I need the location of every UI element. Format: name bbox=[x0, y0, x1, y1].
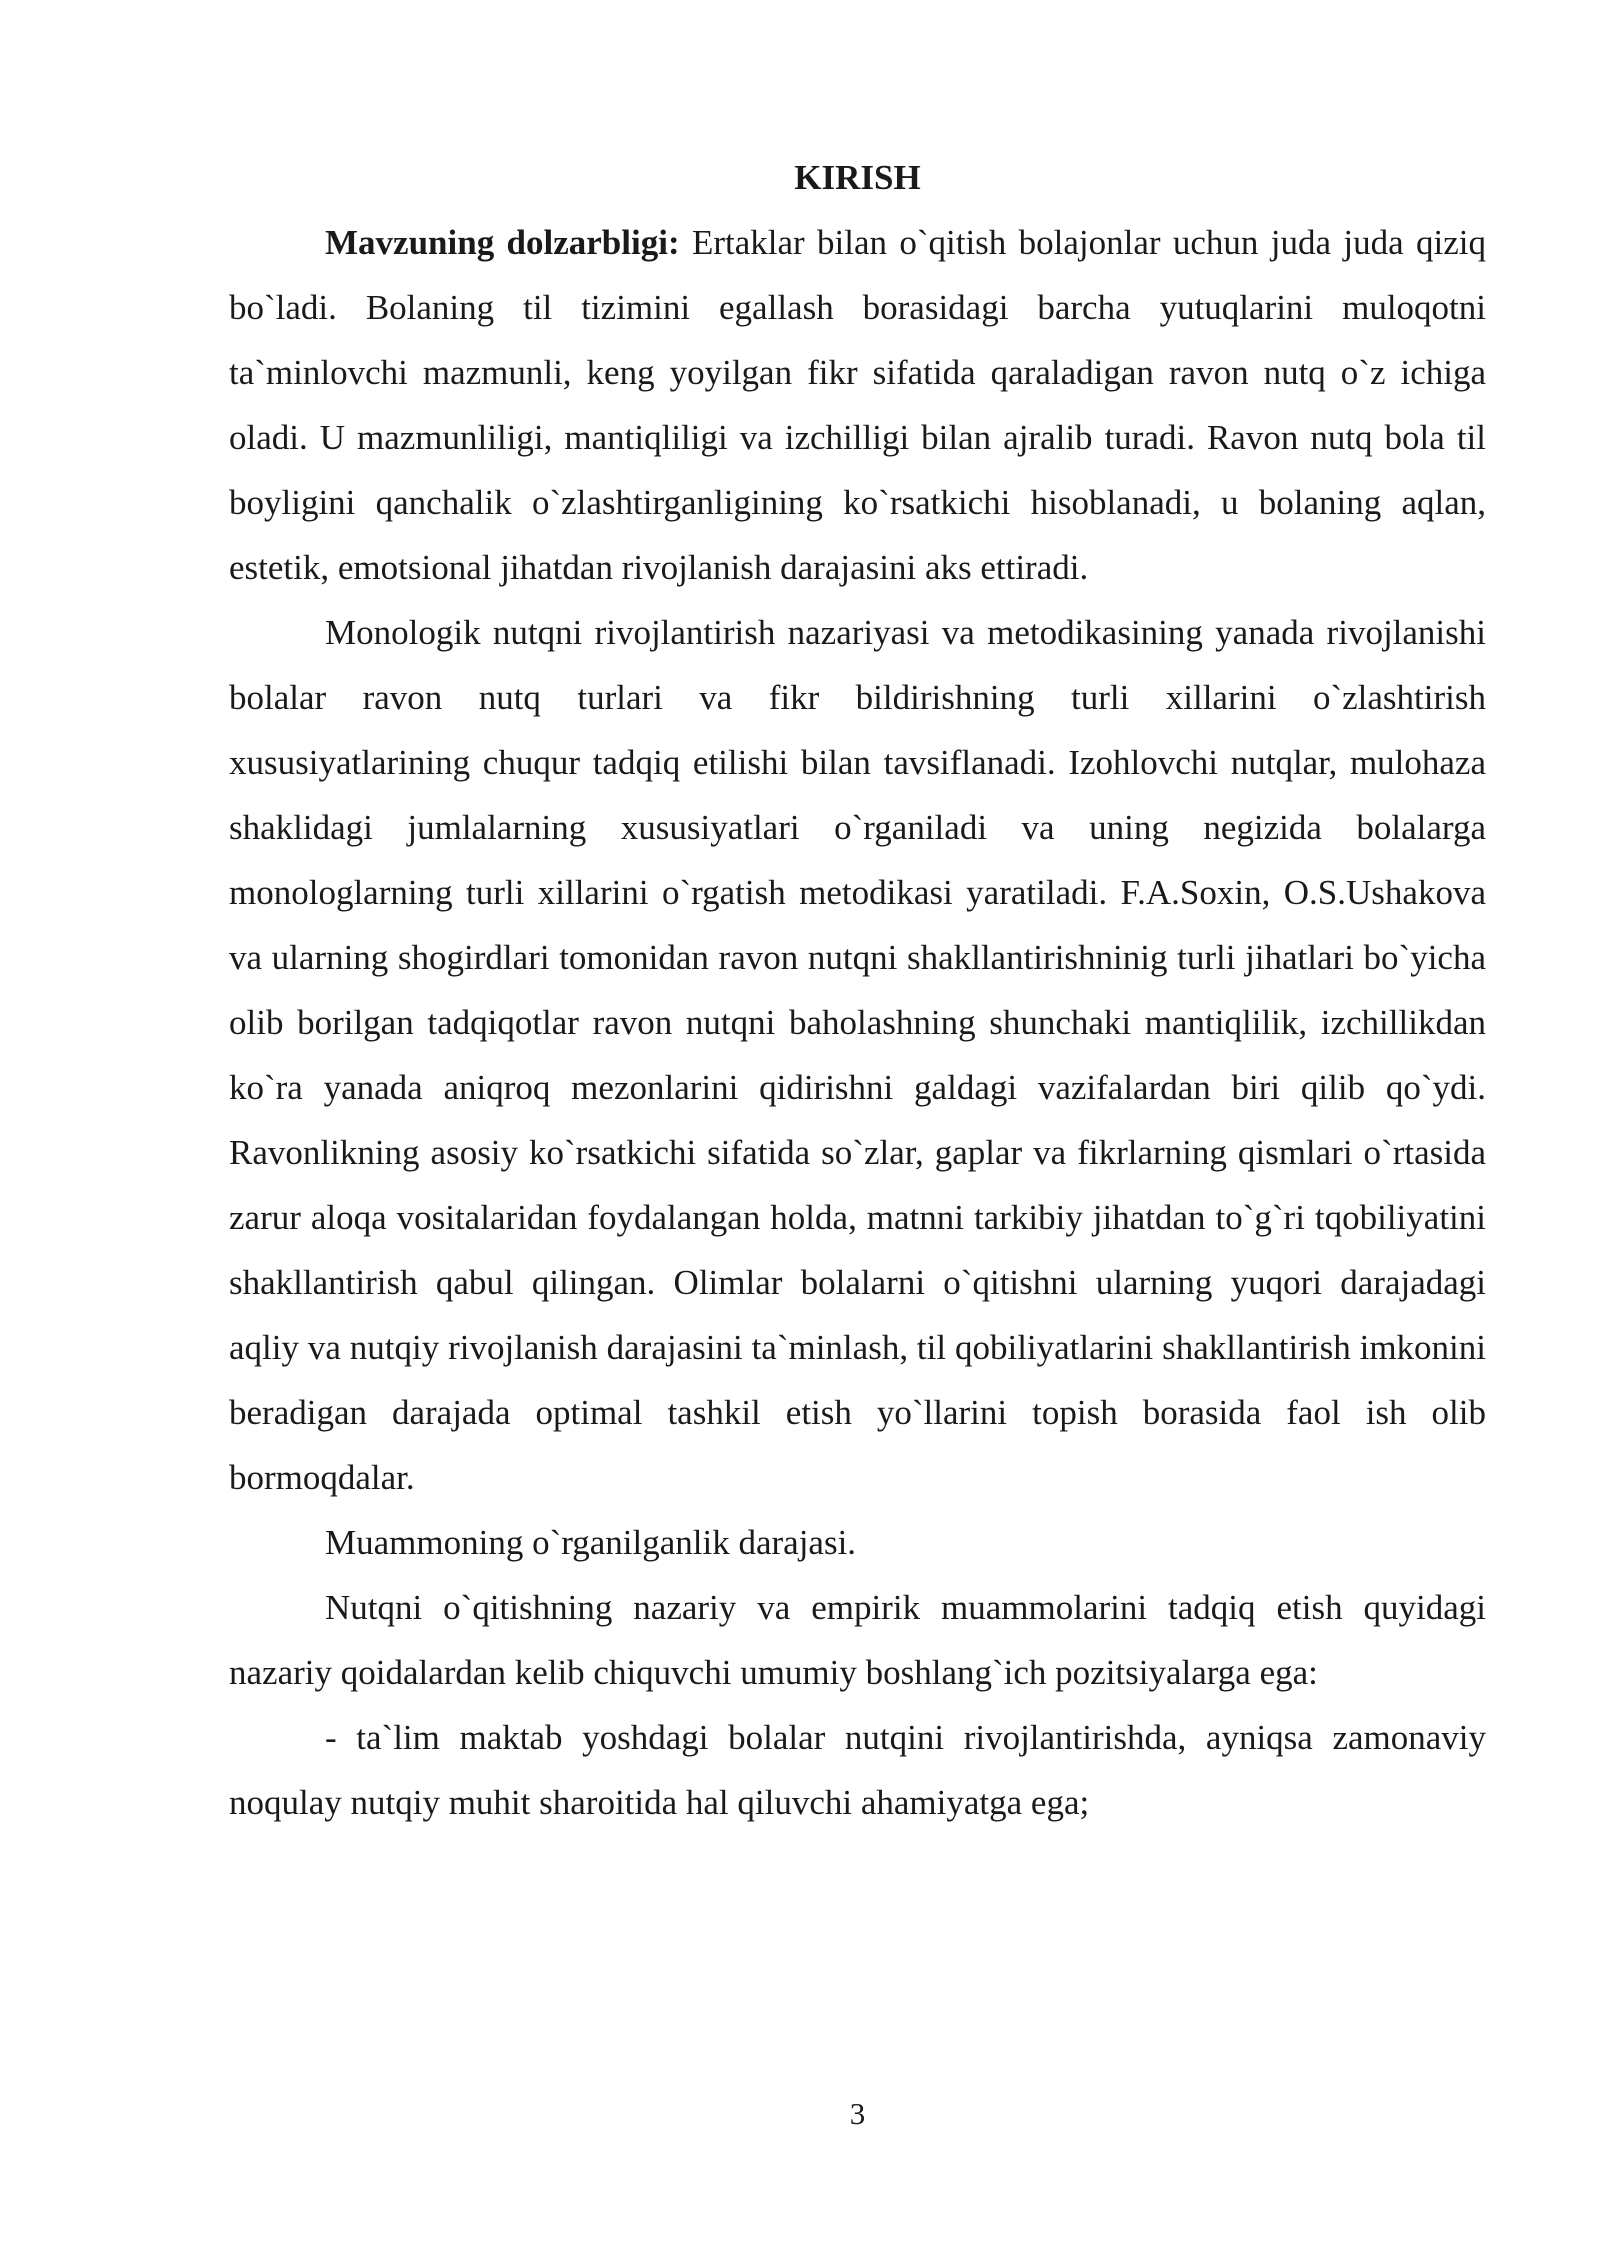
page-number: 3 bbox=[849, 2096, 866, 2131]
paragraph-theoretical-positions: Nutqni o`qitishning nazariy va empirik muammolarini tadqiq etish quyidagi nazariy qoidalardan kelib chiquvchi umumiy boshlang`ich pozitsiyalarga ega: bbox=[229, 1588, 1486, 1692]
page-content bbox=[229, 145, 1486, 1835]
paragraph-monologic-speech: Monologik nutqni rivojlantirish nazariyasi va metodikasining yanada rivojlanishi bolalar ravon nutq turlari va fikr bildirishning turli xillarini o`zlashtirish xususiyatlarining chuqur tadqiq etilishi bilan tavsiflanadi. Izohlovchi nutqlar, mulohaza shaklidagi jumlalarning xususiyatlari o`rganiladi va uning negizida bolalarga monologlarning turli xillarini o`rgatish metodikasi yaratiladi. F.A.Soxin, O.S.Ushakova va ularning shogirdlari tomonidan ravon nutqni shakllantirishninig turli jihatlari bo`yicha olib borilgan tadqiqotlar ravon nutqni baholashning shunchaki mantiqlilik, izchillikdan ko`ra yanada aniqroq mezonlarini qidirishni galdagi vazifalardan biri qilib qo`ydi. Ravonlikning asosiy ko`rsatkichi sifatida so`zlar, gaplar va fikrlarning qismlari o`rtasida zarur aloqa vositalaridan foydalangan holda, matnni tarkibiy jihatdan to`g`ri tqobiliyatini shakllantirish qabul qilingan. Olimlar bolalarni o`qitishni ularning yuqori darajadagi aqliy va nutqiy rivojlanish darajasini ta`minlash, til qobiliyatlarini shakllantirish imkonini beradigan darajada optimal tashkil etish yo`llarini topish borasida faol ish olib bormoqdalar. bbox=[229, 613, 1486, 1497]
paragraph-relevance bbox=[229, 210, 1486, 600]
paragraph-research-degree: Muammoning o`rganilganlik darajasi. bbox=[325, 1523, 857, 1562]
relevance-label: Mavzuning dolzarbligi: bbox=[325, 223, 680, 262]
section-heading: KIRISH bbox=[794, 158, 921, 197]
relevance-text: Ertaklar bilan o`qitish bolajonlar uchun juda juda qiziq bo`ladi. Bolaning til tizimini egallash borasidagi barcha yutuqlarini muloqotni ta`minlovchi mazmunli, keng yoyilgan fikr sifatida qaraladigan ravon nutq o`z ichiga oladi. U mazmunliligi, mantiqliligi va izchilligi bilan ajralib turadi. Ravon nutq bola til boyligini qanchalik o`zlashtirganligining ko`rsatkichi hisoblanadi, u bolaning aqlan, estetik, emotsional jihatdan rivojlanish darajasini aks ettiradi. bbox=[229, 223, 1486, 587]
list-item-education: - ta`lim maktab yoshdagi bolalar nutqini rivojlantirishda, ayniqsa zamonaviy noqulay nutqiy muhit sharoitida hal qiluvchi ahamiyatga ega; bbox=[229, 1718, 1486, 1822]
